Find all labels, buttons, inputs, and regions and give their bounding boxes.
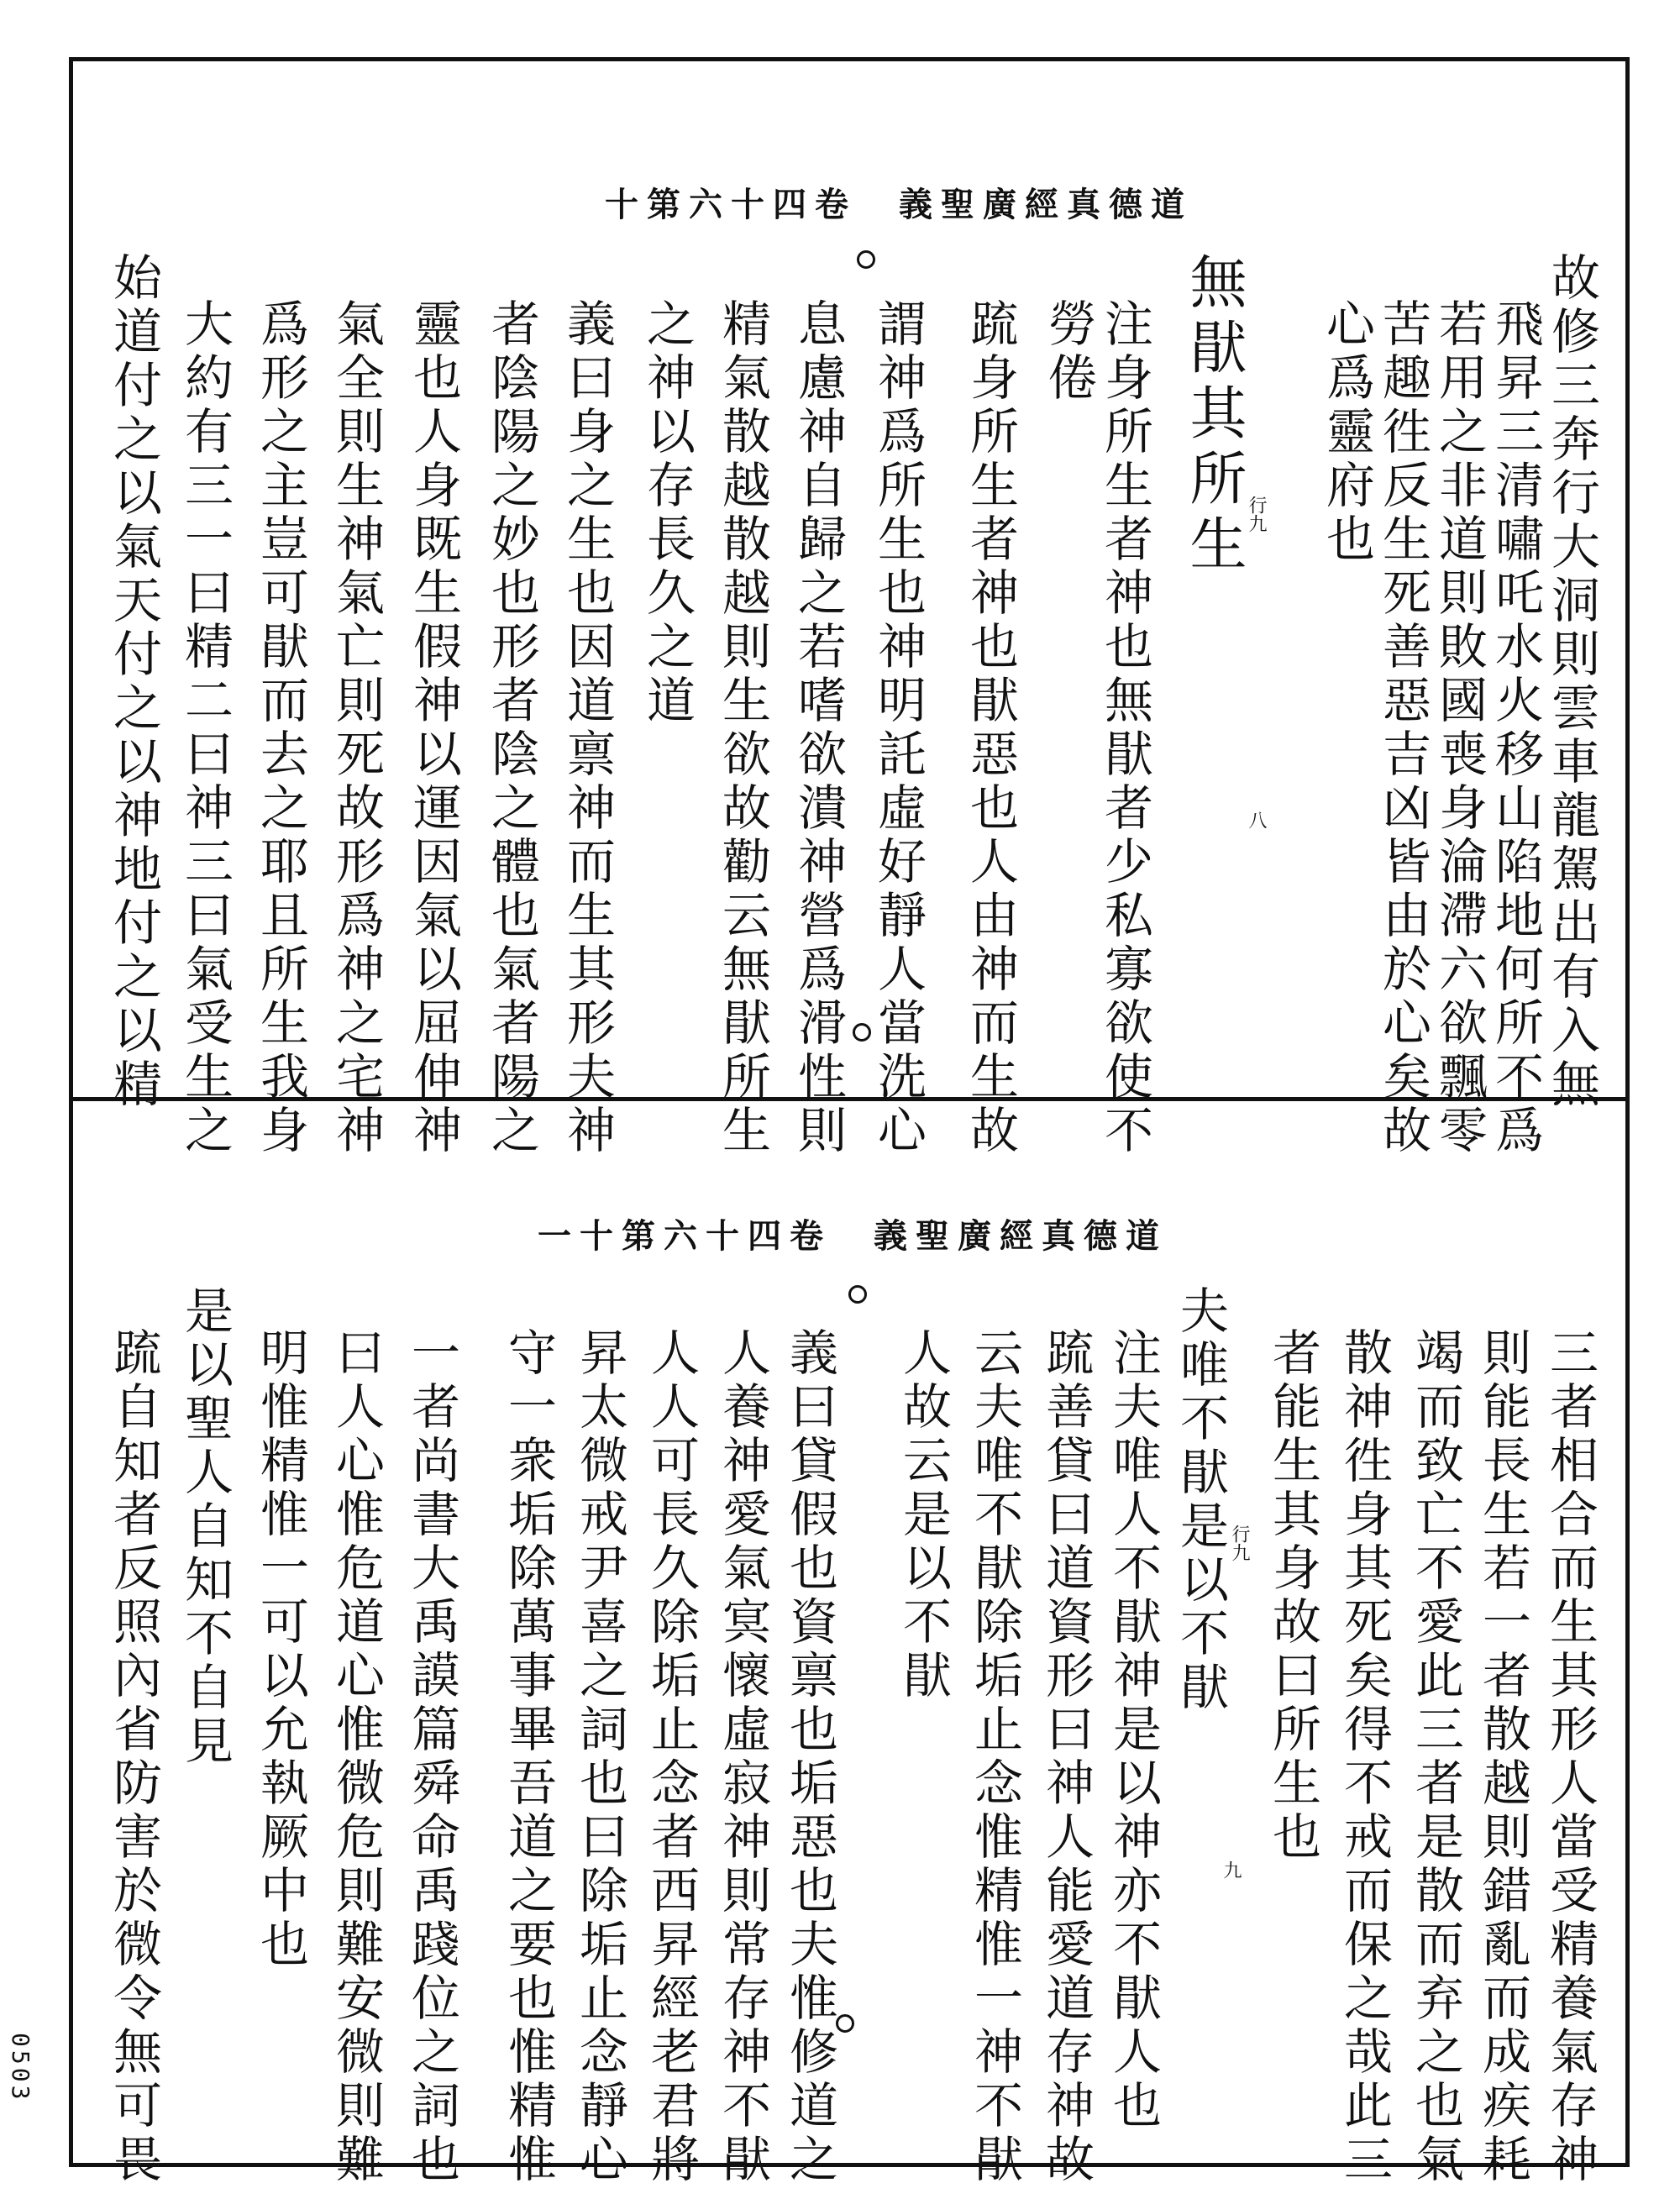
text-column: 䟽身所生者神也猒惡也人由神而生故 — [962, 298, 1019, 1158]
page-number: 0503 — [7, 2033, 34, 2103]
text-column: 靈也人身既生假神以運因氣以屈伸神 — [405, 298, 462, 1158]
text-column: 義曰身之生也因道禀神而生其形夫神 — [559, 298, 616, 1158]
text-column: 注夫唯人不猒神是以神亦不猒人也 — [1105, 1327, 1162, 2133]
text-column: 苦趣徃反生死善惡吉凶皆由於心矣故 — [1374, 298, 1431, 1158]
text-column: 謂神爲所生也神明託虛好靜人當洗心 — [869, 298, 927, 1158]
text-column: 義曰貸假也資禀也垢惡也夫惟修道之 — [781, 1327, 838, 2187]
text-column: 人養神愛氣㝠懷虛寂神則常存神不猒 — [714, 1327, 771, 2187]
text-column: 三者相合而生其形人當受精養氣存神 — [1541, 1327, 1599, 2187]
text-column: 明惟精惟一可以允執厥中也 — [252, 1327, 309, 1972]
text-column: 一者尚書大禹謨篇舜命禹踐位之詞也 — [403, 1327, 460, 2187]
side-mark: 八 — [1246, 811, 1267, 829]
text-column: 無猒其所生 — [1180, 252, 1247, 580]
paragraph-marker-icon — [853, 1023, 871, 1042]
text-column: 飛昇三清嘯吒水火移山陷地何所不爲 — [1487, 298, 1544, 1158]
text-column: 大約有三一曰精二曰神三曰氣受生之 — [176, 298, 234, 1158]
text-column: 氣全則生神氣亡則死故形爲神之宅神 — [328, 298, 385, 1158]
text-column: 曰人心惟危道心惟微危則難安微則難 — [328, 1327, 385, 2187]
text-column: 始道付之以氣天付之以神地付之以精 — [105, 252, 162, 1112]
side-mark: 九 — [1221, 1860, 1242, 1879]
text-column: 散神徃身其死矣得不戒而保之哉此三 — [1336, 1327, 1393, 2187]
text-column: 注身所生者神也無猒者少私寡欲使不 — [1096, 298, 1153, 1158]
paragraph-marker-icon — [836, 2014, 854, 2033]
paragraph-marker-icon — [848, 1285, 867, 1304]
text-column: 之神以存長久之道 — [638, 298, 696, 728]
line-count-mark: 行九 — [1229, 1525, 1250, 1561]
text-column: 昇太微戒尹喜之詞也曰除垢止念靜心 — [571, 1327, 628, 2187]
text-column: 䟽善貸曰道資形曰神人能愛道存神故 — [1037, 1327, 1095, 2187]
text-column: 人故云是以不猒 — [895, 1327, 952, 1703]
text-column: 者陰陽之妙也形者陰之體也氣者陽之 — [483, 298, 540, 1158]
text-column: 息慮神自歸之若嗜欲潰神營爲滑性則 — [790, 298, 847, 1158]
text-column: 爲形之主豈可猒而去之耶且所生我身 — [252, 298, 309, 1158]
text-column: 則能長生若一者散越則錯亂而成疾耗 — [1474, 1327, 1531, 2187]
text-column: 心爲靈府也 — [1318, 298, 1375, 567]
text-column: 故修三奔行大洞則雲車龍駕出有入無 — [1543, 252, 1600, 1112]
text-column: 䟽自知者反照內省防害於微令無可畏 — [105, 1327, 162, 2187]
text-column: 夫唯不猒是以不猒 — [1172, 1285, 1229, 1715]
text-column: 若用之非道則敗國喪身淪滯六欲飄零 — [1431, 298, 1488, 1158]
text-column: 人人可長久除垢止念者西昇經老君將 — [643, 1327, 700, 2187]
paragraph-marker-icon — [857, 250, 875, 269]
text-column: 是以聖人自知不自見 — [176, 1285, 234, 1769]
page-header-bottom: 一十第六十四卷 義聖廣經真德道 — [538, 1216, 1168, 1256]
text-column: 精氣散越散越則生欲故勸云無猒所生 — [714, 298, 771, 1158]
text-column: 竭而致亡不愛此三者是散而弃之也氣 — [1407, 1327, 1464, 2187]
text-column: 勞倦 — [1040, 298, 1097, 406]
page-header-top: 十第六十四卷 義聖廣經真德道 — [605, 185, 1193, 224]
text-column: 守一衆垢除萬事畢吾道之要也惟精惟 — [500, 1327, 557, 2187]
text-column: 云夫唯不猒除垢止念惟精惟一神不猒 — [966, 1327, 1023, 2187]
text-column: 者能生其身故曰所生也 — [1264, 1327, 1321, 1865]
line-count-mark: 行九 — [1246, 496, 1267, 533]
